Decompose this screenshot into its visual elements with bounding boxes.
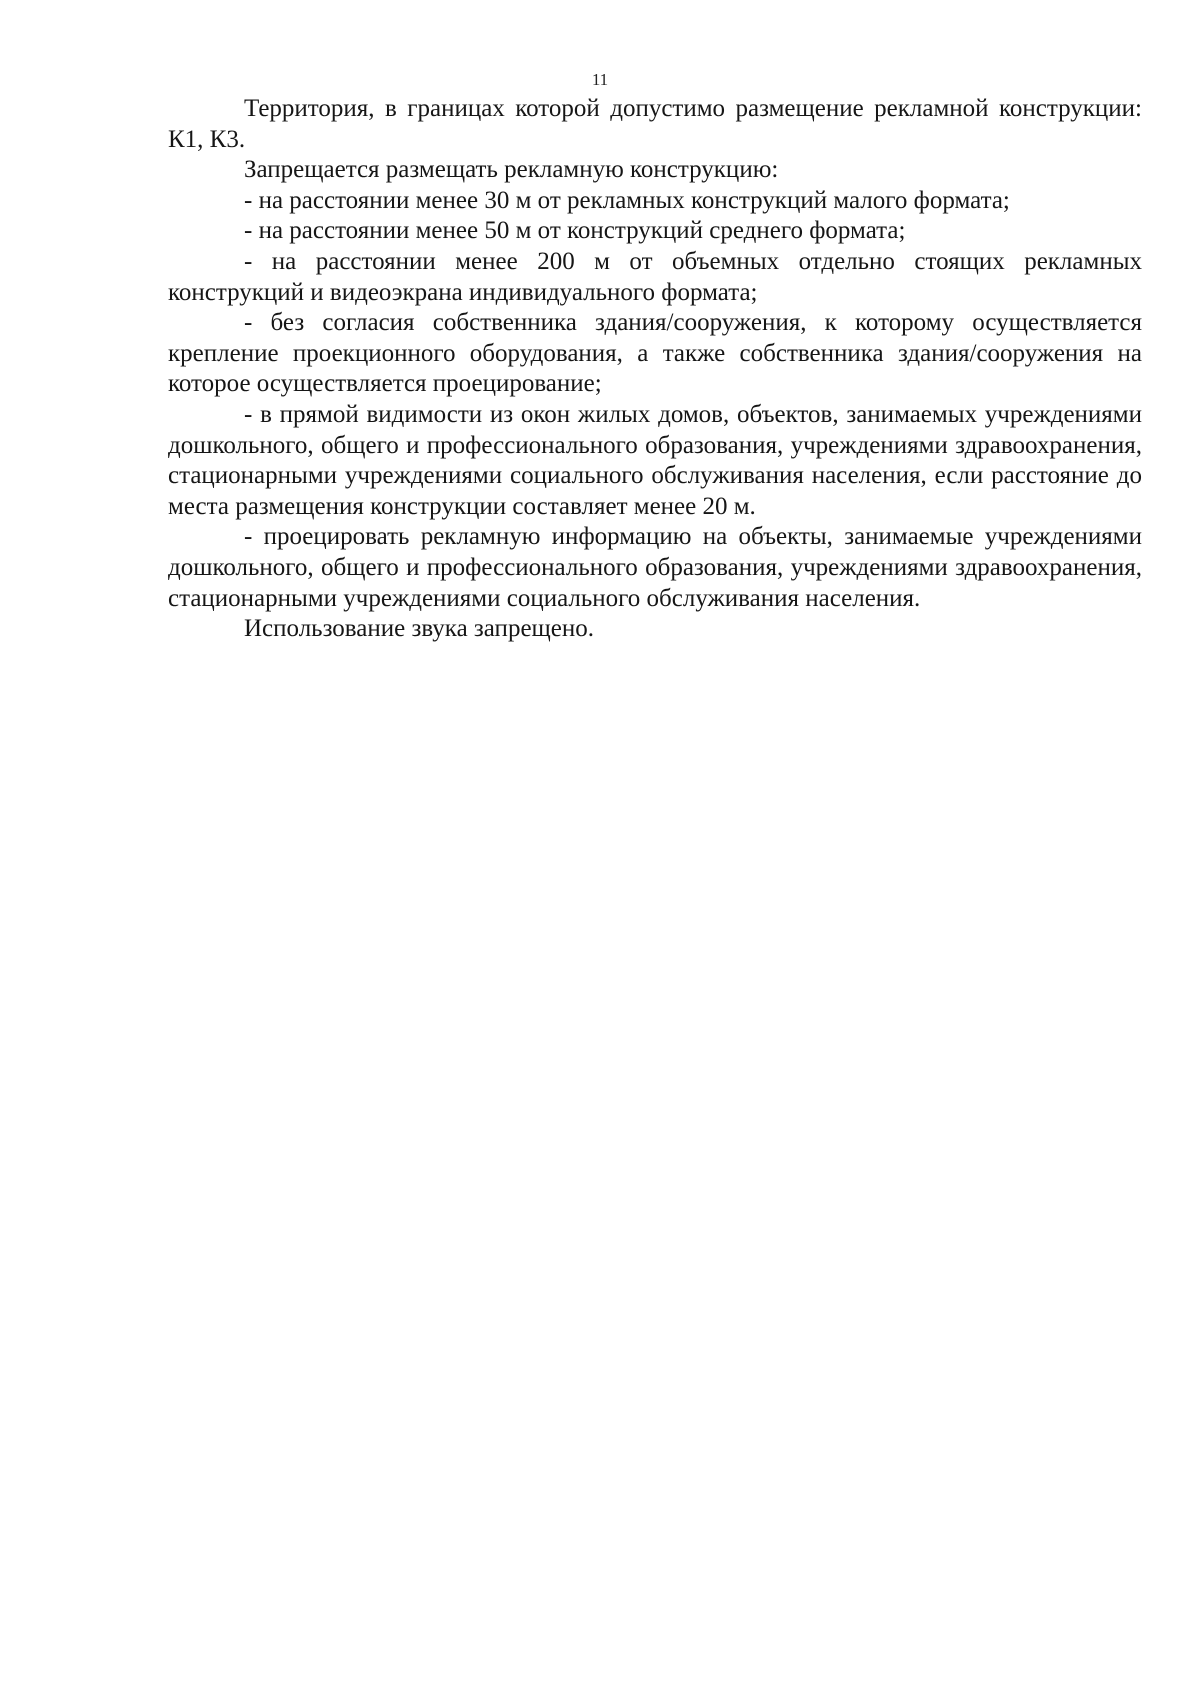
list-item-projection-objects: - проецировать рекламную информацию на объекты, занимаемые учреждениями дошкольного, общего и профессионального образования, учреждениями здравоохранения, стационарными учреждениями социального обслуживания населения. [168, 523, 1142, 612]
page-number: 11 [591, 70, 609, 89]
document-body [168, 94, 1142, 645]
list-item-window-visibility: - в прямой видимости из окон жилых домов, объектов, занимаемых учреждениями дошкольного, общего и профессионального образования, учреждениями здравоохранения, стационарными учреждениями социального обслуживания населения, если расстояние до места размещения конструкции составляет менее 20 м. [168, 400, 1142, 520]
list-item-owner-consent: - без согласия собственника здания/сооружения, к которому осуществляется крепление проекционного оборудования, а также собственника здания/сооружения на которое осуществляется проецирование; [168, 309, 1142, 398]
list-item-30m: - на расстоянии менее 30 м от рекламных конструкций малого формата; [244, 186, 1010, 214]
paragraph-territory: Территория, в границах которой допустимо размещение рекламной конструкции: К1, К3. [168, 95, 1142, 153]
paragraph-sound-prohibited: Использование звука запрещено. [244, 615, 595, 643]
list-item-200m: - на расстоянии менее 200 м от объемных отдельно стоящих рекламных конструкций и видеоэкрана индивидуального формата; [168, 247, 1142, 306]
list-item-50m: - на расстоянии менее 50 м от конструкций среднего формата; [244, 217, 906, 245]
paragraph-prohibition-intro: Запрещается размещать рекламную конструкцию: [244, 156, 779, 184]
